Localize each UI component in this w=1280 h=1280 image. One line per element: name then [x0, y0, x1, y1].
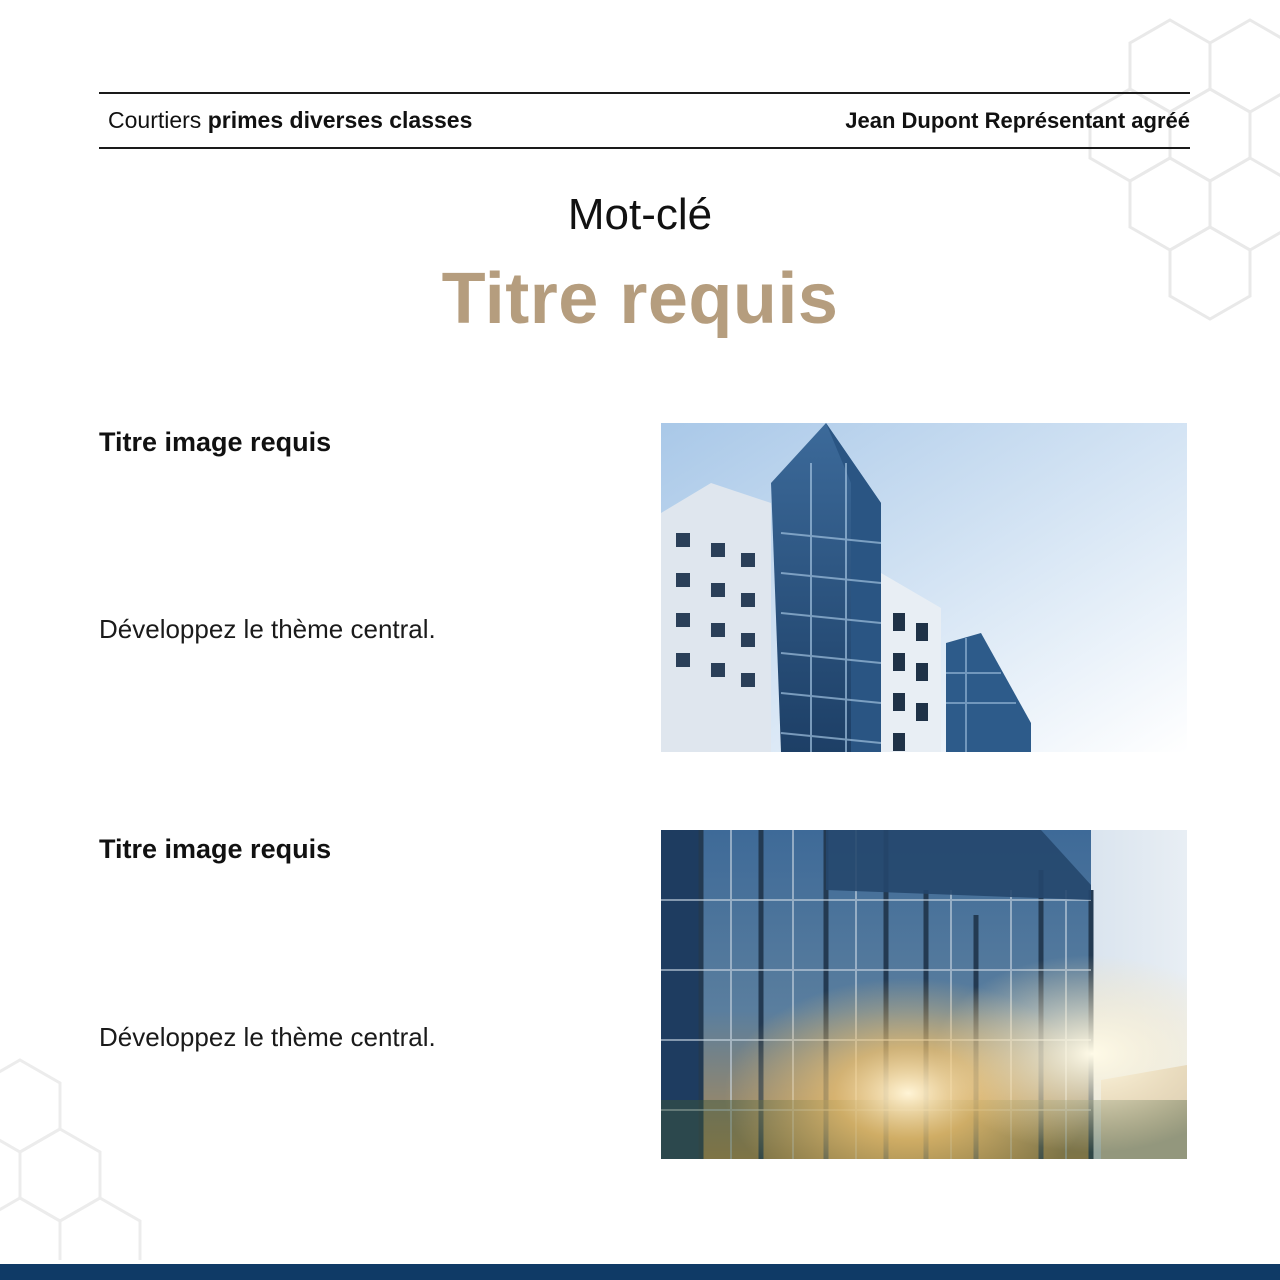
header-brand [108, 107, 472, 134]
building-photo-1 [661, 423, 1187, 752]
header-representative: Jean Dupont Représentant agréé [845, 107, 1190, 133]
section-2-text: Développez le thème central. [99, 1022, 436, 1052]
hexagon-pattern-decoration [0, 1040, 160, 1260]
header-brand-strong: primes diverses classes [207, 107, 473, 133]
section-1-text: Développez le thème central. [99, 614, 436, 644]
section-1-title: Titre image requis [99, 427, 332, 457]
keyword-label: Mot-clé [567, 190, 713, 239]
header-brand-prefix: Courtiers [108, 107, 202, 133]
footer-bar [0, 1264, 1280, 1280]
building-photo-2 [661, 830, 1187, 1159]
section-2-title: Titre image requis [99, 834, 332, 864]
page-title: Titre requis [441, 259, 839, 339]
header-bar [99, 92, 1190, 149]
